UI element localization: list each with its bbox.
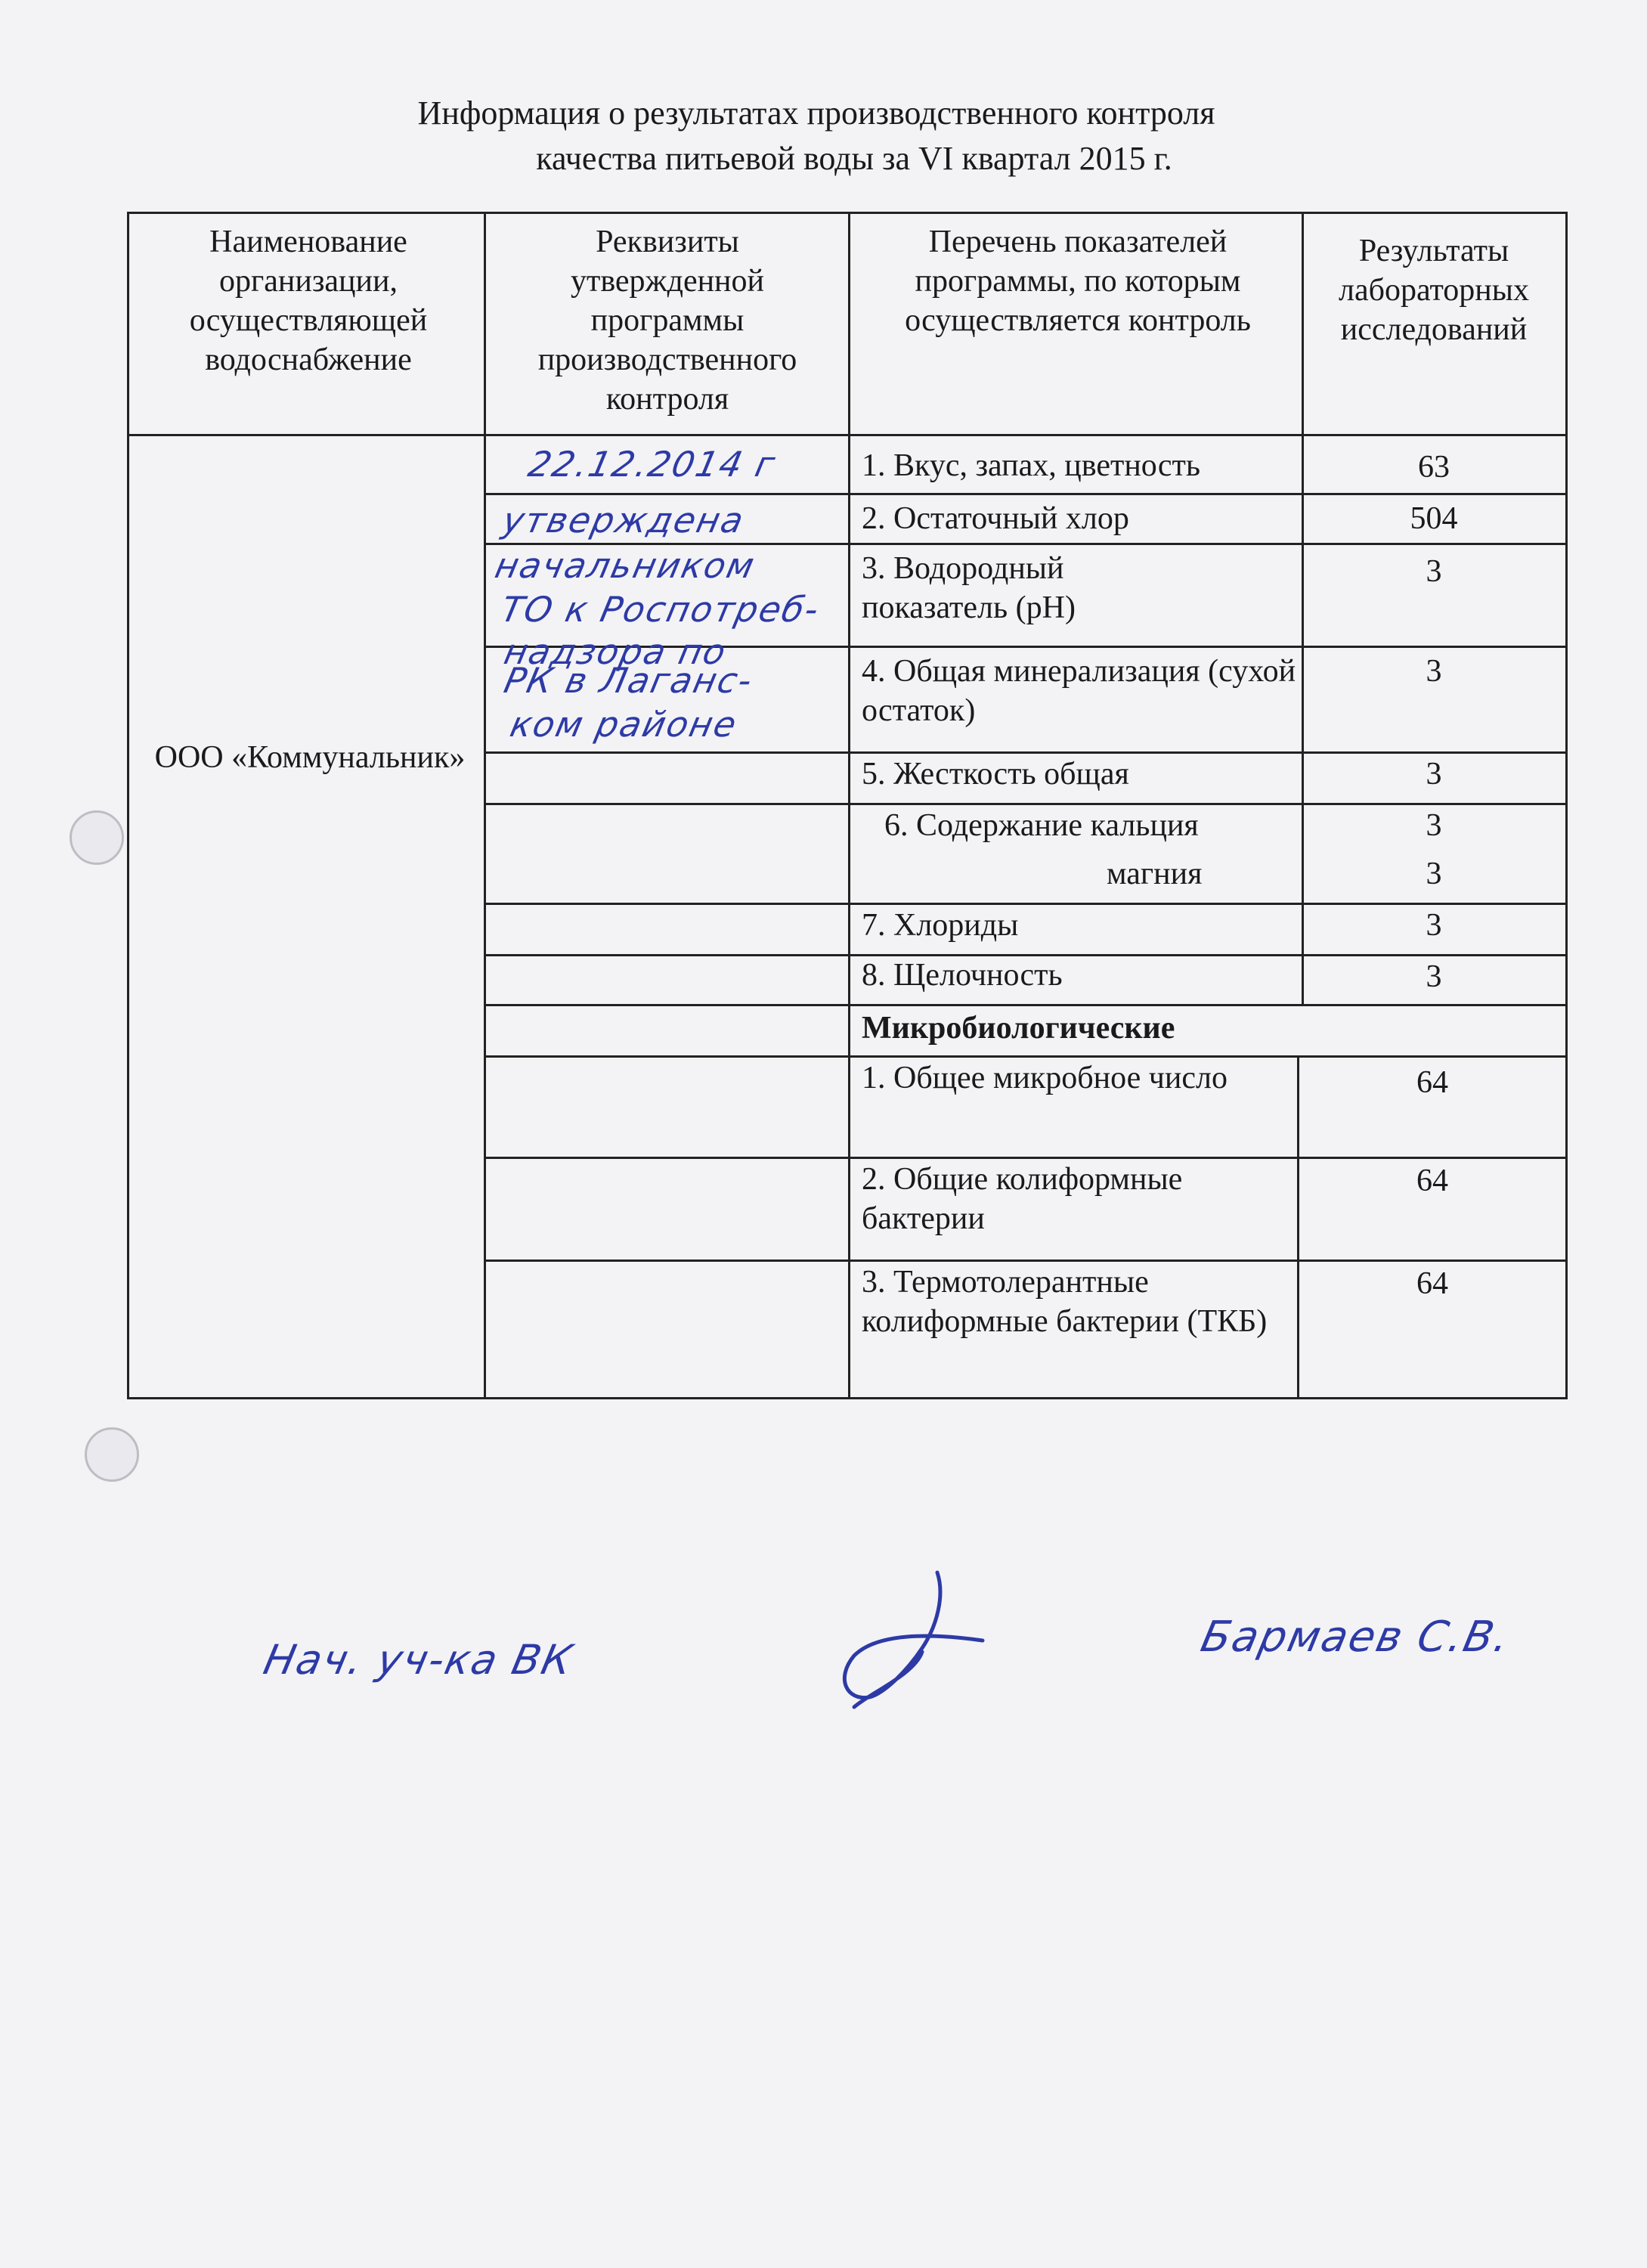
indicator-cell: 6. Содержание кальция: [884, 808, 1199, 843]
program-approval-line: надзора по: [500, 631, 731, 672]
result-cell: 504: [1410, 501, 1458, 536]
organization-name: ООО «Коммунальник»: [154, 740, 466, 775]
program-approval-line: ком районе: [506, 704, 741, 745]
document-title-line2: качества питьевой воды за VI квартал 2015 г.: [536, 140, 1172, 177]
indicator-cell: 2. Общие колиформные бактерии: [862, 1162, 1183, 1236]
result-cell: 3: [1426, 554, 1442, 589]
program-approval-line: ТО к Роспотреб-: [497, 589, 824, 630]
header-indicators: Перечень показателей программы, по которым осуществляется контроль: [905, 225, 1251, 338]
result-cell: 3: [1426, 808, 1442, 843]
result-subcell: 3: [1426, 857, 1442, 891]
result-cell: 63: [1418, 450, 1450, 485]
micro-section-title: Микробиологические: [862, 1011, 1175, 1046]
program-approval-line: утверждена: [499, 500, 749, 541]
result-cell: 3: [1426, 654, 1442, 689]
indicator-cell: 8. Щелочность: [862, 958, 1063, 993]
signer-name: Бармаев С.В.: [1197, 1613, 1515, 1662]
result-cell: 64: [1416, 1266, 1448, 1301]
header-organization: Наименование организации, осуществляющей водоснабжение: [189, 225, 428, 377]
indicator-cell: 1. Вкус, запах, цветность: [862, 448, 1200, 483]
result-cell: 3: [1426, 959, 1442, 994]
document-title-line1: Информация о результатах производственного контроля: [417, 94, 1215, 132]
indicator-cell: 2. Остаточный хлор: [862, 501, 1129, 536]
program-approval-line: РК в Лаганс-: [500, 660, 757, 701]
indicator-subcell: магния: [1107, 857, 1203, 891]
result-cell: 3: [1426, 908, 1442, 943]
program-approval-line: начальником: [491, 545, 760, 586]
result-cell: 64: [1416, 1163, 1448, 1198]
header-program-requisites: Реквизиты утвержденной программы производственного контроля: [537, 225, 797, 417]
indicator-cell: 1. Общее микробное число: [862, 1061, 1228, 1095]
indicator-cell: 3. Термотолерантные колиформные бактерии (ТКБ): [862, 1265, 1268, 1339]
header-results: Результаты лабораторных исследований: [1338, 234, 1530, 347]
result-cell: 64: [1416, 1065, 1448, 1100]
result-cell: 3: [1426, 757, 1442, 792]
signer-position: Нач. уч-ка ВК: [259, 1636, 578, 1684]
indicator-cell: 3. Водородный показатель (pH): [862, 551, 1076, 625]
indicator-cell: 4. Общая минерализация (сухой остаток): [862, 654, 1296, 728]
program-approval-date: 22.12.2014 г: [525, 444, 780, 485]
indicator-cell: 5. Жесткость общая: [862, 757, 1129, 792]
indicator-cell: 7. Хлориды: [862, 908, 1019, 943]
